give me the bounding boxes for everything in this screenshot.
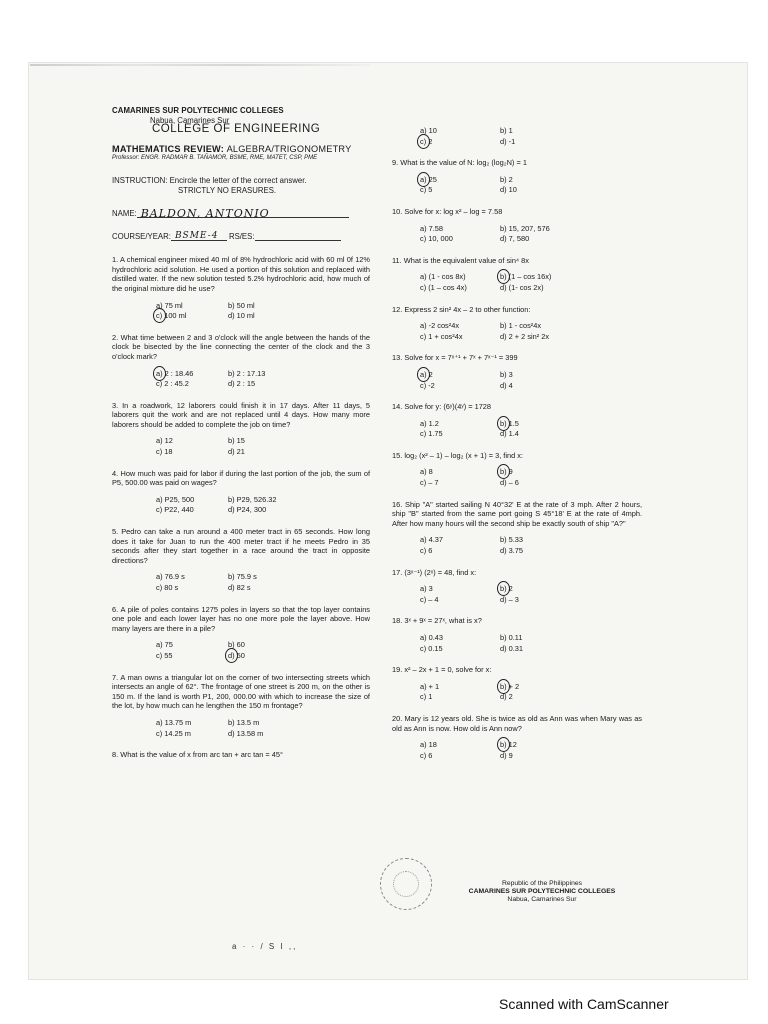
answer-option[interactable]: c) 5 xyxy=(420,185,433,195)
question-item xyxy=(112,401,370,457)
answer-options xyxy=(420,633,642,653)
answer-option[interactable]: a) 0.43 xyxy=(420,633,444,642)
answer-option[interactable]: a) 13.75 m xyxy=(156,717,192,727)
school-name: CAMARINES SUR POLYTECHNIC COLLEGES xyxy=(112,106,284,115)
answer-option[interactable]: c) 55 xyxy=(156,650,173,660)
answer-option[interactable]: d) 4 xyxy=(500,380,513,390)
answer-option[interactable]: c) 10, 000 xyxy=(420,234,453,244)
seal-text xyxy=(462,880,622,904)
answer-option[interactable]: c) 1 xyxy=(420,692,433,702)
answer-options xyxy=(420,467,642,487)
instruction: INSTRUCTION: Encircle the letter of the correct answer. xyxy=(112,175,307,185)
answer-option[interactable]: a) 75 ml xyxy=(156,300,183,310)
question-item xyxy=(392,158,642,195)
answer-option[interactable]: c) 1 + cos²4x xyxy=(420,331,463,341)
answer-option[interactable]: c) 80 s xyxy=(156,583,179,592)
circled-answer-option[interactable]: b) + 2 xyxy=(500,682,590,692)
circled-answer-option[interactable]: a) 2 xyxy=(420,370,500,380)
answer-option[interactable]: c) 0.15 xyxy=(420,643,443,653)
answer-options xyxy=(420,272,642,292)
name-handwriting: BALDON, ANTONIO xyxy=(140,206,270,220)
left-questions xyxy=(112,255,370,760)
question-text: 4. How much was paid for labor if during the last portion of the job, the sum of P5, 500.00 was paid on wages? xyxy=(112,468,370,488)
question-text: 17. (3ˣ⁻¹) (2ˣ) = 48, find x: xyxy=(392,567,477,577)
answer-option[interactable]: b) 1 xyxy=(500,126,513,135)
answer-option[interactable]: d) 2 : 15 xyxy=(228,379,256,389)
answer-option[interactable]: d) 7, 580 xyxy=(500,234,530,244)
college-seal-icon xyxy=(380,858,432,910)
question-text: 6. A pile of poles contains 1275 poles in layers so that the top layer contains one pole and each lower layer has no one more pole the layer above. How many layers are there in a pile? xyxy=(112,604,370,633)
question-text: 12. Express 2 sin² 4x – 2 to other function: xyxy=(392,304,531,314)
answer-options xyxy=(156,301,370,321)
answer-option[interactable]: d) 10 ml xyxy=(228,311,255,321)
circled-answer-option[interactable]: c) 100 ml xyxy=(156,311,228,321)
answer-option[interactable]: b) 13.5 m xyxy=(228,717,260,727)
circled-answer-option[interactable]: b) 12 xyxy=(500,740,590,750)
college-name: COLLEGE OF ENGINEERING xyxy=(152,123,321,136)
answer-option[interactable]: a) 18 xyxy=(420,740,437,750)
answer-options xyxy=(420,419,642,439)
answer-option[interactable]: a) 4.37 xyxy=(420,535,444,545)
professor-line: Professor: ENGR. RADMAR B. TAÑAMOR, BSME, RME, MATET, CSP, PME xyxy=(112,155,318,162)
question-text: 9. What is the value of N: log₂ (log₂N) = 1 xyxy=(392,158,527,168)
answer-options xyxy=(156,572,370,592)
question-item xyxy=(392,714,642,760)
question-item xyxy=(392,402,642,439)
answer-option[interactable]: d) 21 xyxy=(228,447,245,457)
answer-option[interactable]: b) 5.33 xyxy=(500,535,524,545)
question-item xyxy=(392,568,642,605)
question-item xyxy=(112,333,370,389)
answer-option[interactable]: d) – 6 xyxy=(500,478,519,488)
question-text: 3. In a roadwork, 12 laborers could finish it in 17 days. After 11 days, 5 laborers quit the work and are not replaced until 4 days. How many more laborers should be added to complete the job on time? xyxy=(112,400,370,429)
question-item xyxy=(392,305,642,342)
answer-option[interactable]: c) (1 – cos 4x) xyxy=(420,282,467,292)
course-label: COURSE/YEAR: xyxy=(112,231,171,241)
answer-option[interactable]: b) 50 ml xyxy=(228,300,255,310)
question-item xyxy=(112,673,370,739)
answer-option[interactable]: a) + 1 xyxy=(420,681,440,691)
answer-option[interactable]: b) 2 xyxy=(500,174,513,184)
answer-options xyxy=(420,584,642,604)
answer-option[interactable]: d) 82 s xyxy=(228,583,251,592)
seal-line-2: CAMARINES SUR POLYTECHNIC COLLEGES xyxy=(468,888,616,895)
question-item xyxy=(392,665,642,702)
left-column xyxy=(112,106,370,760)
question-text: 11. What is the equivalent value of sin⁴ 8x xyxy=(392,255,529,265)
answer-option[interactable]: b) 0.11 xyxy=(500,633,523,642)
question-item xyxy=(392,451,642,488)
seal-line-1: Republic of the Philippines xyxy=(501,880,583,887)
circled-answer-option[interactable]: b) 9 xyxy=(500,467,590,477)
question-text: 2. What time between 2 and 3 o'clock will the angle between the hands of the clock be bisected by the line connecting the center of the clock and the 3 o'clock mark? xyxy=(112,332,370,361)
question-item xyxy=(112,469,370,515)
answer-option[interactable]: b) 3 xyxy=(500,369,513,379)
question-item xyxy=(112,605,370,661)
answer-option[interactable]: d) 1.4 xyxy=(500,429,519,439)
question-item xyxy=(112,527,370,593)
question-item xyxy=(392,207,642,244)
answer-options xyxy=(420,224,642,244)
question-item xyxy=(392,256,642,293)
answer-option[interactable]: d) P24, 300 xyxy=(228,505,267,515)
answer-options xyxy=(420,535,642,555)
rs-label: RS/ES: xyxy=(228,231,255,241)
question-text: 1. A chemical engineer mixed 40 ml of 8% hydrochloric acid with 60 ml 0f 12% hydrochloric acid solution. He used a portion of this solution and replaced with distilled water. If the new solution tested 5.2% hydrochloric acid, how much of the original mixture did he use? xyxy=(112,255,370,293)
instruction-note: STRICTLY NO ERASURES. xyxy=(178,185,277,195)
answer-option[interactable]: c) 1.75 xyxy=(420,429,443,439)
circled-answer-option[interactable]: a) 25 xyxy=(420,175,500,185)
answer-option[interactable]: c) 14.25 m xyxy=(156,728,191,738)
answer-options xyxy=(420,126,642,146)
answer-option[interactable]: b) 2 : 17.13 xyxy=(228,368,266,378)
answer-option[interactable]: a) -2 cos²4x xyxy=(420,321,460,331)
answer-options xyxy=(420,175,642,195)
question-item xyxy=(392,500,642,556)
answer-options xyxy=(156,640,370,660)
answer-options xyxy=(156,436,370,456)
answer-option[interactable]: a) 3 xyxy=(420,584,433,594)
question-text: 18. 3ˣ + 9ˣ = 27ˣ, what is x? xyxy=(392,616,482,626)
answer-option[interactable]: a) (1 - cos 8x) xyxy=(420,272,466,282)
answer-option[interactable]: c) 18 xyxy=(156,447,173,457)
question-text: 20. Mary is 12 years old. She is twice as old as Ann was when Mary was as old as Ann is now. How old is Ann now? xyxy=(392,713,642,733)
question-text: 5. Pedro can take a run around a 400 meter tract in 65 seconds. How long does it take for Juan to run the 400 meter tract if he meets Pedro in 35 seconds after they start together in a race around the tract in opposite directions? xyxy=(112,527,370,565)
answer-option[interactable]: d) – 3 xyxy=(500,594,519,604)
answer-option[interactable]: c) 6 xyxy=(420,546,433,556)
right-questions xyxy=(392,126,642,760)
answer-options xyxy=(420,321,642,341)
answer-option[interactable]: a) 12 xyxy=(156,436,173,446)
circled-answer-option[interactable]: a) 2 : 18.46 xyxy=(156,369,228,379)
name-field xyxy=(112,207,370,218)
answer-option[interactable]: b) 15, 207, 576 xyxy=(500,223,550,233)
question-text: 8. What is the value of x from arc tan + arc tan = 45° xyxy=(112,750,283,760)
answer-option[interactable]: a) 76.9 s xyxy=(156,572,185,582)
question-item xyxy=(112,255,370,321)
answer-option[interactable]: c) 6 xyxy=(420,750,433,760)
answer-options xyxy=(420,682,642,702)
footer-marks: a · · / S I ,, xyxy=(232,942,298,951)
course-handwriting: BSME-4 xyxy=(174,230,219,241)
answer-option[interactable]: d) 2 + 2 sin² 2x xyxy=(500,331,550,341)
answer-option[interactable]: a) 7.58 xyxy=(420,223,444,233)
question-text: 15. log₂ (x² – 1) – log₂ (x + 1) = 3, find x: xyxy=(392,450,524,460)
question-text: 7. A man owns a triangular lot on the corner of two intersecting streets which intersects an angle of 62°. The frontage of one street is 200 m, on the other is 150 m. If the land is worth P1, 200, 000.00 with which to increase the size of the lot, by how much can he lengthen the 150 m frontage? xyxy=(112,672,370,711)
question-item xyxy=(112,750,370,760)
answer-options xyxy=(420,370,642,390)
answer-option[interactable]: b) 60 xyxy=(228,640,245,650)
answer-option[interactable]: c) – 4 xyxy=(420,594,439,604)
rs-line xyxy=(255,230,341,241)
answer-option[interactable]: a) 10 xyxy=(420,126,437,135)
answer-option[interactable]: d) 2 xyxy=(500,692,513,702)
question-text: 13. Solve for x = 7ˣ⁺¹ + 7ˣ + 7ˣ⁻¹ = 399 xyxy=(392,353,518,363)
answer-option[interactable]: b) 15 xyxy=(228,436,245,446)
answer-option[interactable]: d) 13.58 m xyxy=(228,728,264,738)
name-label: NAME: xyxy=(112,208,137,218)
answer-option[interactable]: d) 3.75 xyxy=(500,546,524,556)
question-text: 19. x² – 2x + 1 = 0, solve for x: xyxy=(392,665,492,675)
answer-option[interactable]: a) 75 xyxy=(156,640,173,650)
answer-options xyxy=(156,495,370,515)
circled-answer-option[interactable]: b) 2 xyxy=(500,584,590,594)
answer-options xyxy=(156,369,370,389)
answer-option[interactable]: a) P25, 500 xyxy=(156,494,195,504)
name-line xyxy=(137,207,349,218)
answer-option[interactable]: c) P22, 440 xyxy=(156,505,194,515)
question-text: 10. Solve for x: log x² – log = 7.58 xyxy=(392,206,503,216)
course-line xyxy=(171,230,227,241)
question-item xyxy=(392,353,642,390)
subject-prefix: MATHEMATICS REVIEW: xyxy=(112,143,225,154)
circled-answer-option[interactable]: c) 2 xyxy=(420,137,500,147)
answer-option[interactable]: b) 75.9 s xyxy=(228,572,257,582)
answer-option[interactable]: d) 10 xyxy=(500,185,517,195)
circled-answer-option[interactable]: b) 1.5 xyxy=(500,419,590,429)
subject-name: ALGEBRA/TRIGONOMETRY xyxy=(226,143,352,154)
answer-option[interactable]: d) -1 xyxy=(500,136,516,146)
answer-option[interactable]: d) 0.31 xyxy=(500,643,524,653)
answer-option[interactable]: c) – 7 xyxy=(420,478,439,488)
answer-option[interactable]: c) 2 : 45.2 xyxy=(156,379,189,389)
question-item xyxy=(392,616,642,653)
course-field xyxy=(112,230,370,241)
subject-title xyxy=(112,145,370,155)
answer-option[interactable]: b) 1 - cos²4x xyxy=(500,321,542,331)
right-column xyxy=(392,112,642,760)
circled-answer-option[interactable]: b) (1 – cos 16x) xyxy=(500,272,590,282)
circled-answer-option[interactable]: d) 50 xyxy=(228,651,308,661)
question-item xyxy=(392,126,642,146)
seal-line-3: Nabua, Camarines Sur xyxy=(507,896,577,903)
scan-artifact xyxy=(30,64,370,66)
answer-options xyxy=(156,718,370,738)
school-location: Nabua, Camarines Sur xyxy=(150,115,230,125)
answer-option[interactable]: d) (1- cos 2x) xyxy=(500,282,544,292)
answer-option[interactable]: d) 9 xyxy=(500,750,513,760)
question-text: 14. Solve for y: (6ʸ)(4ʸ) = 1728 xyxy=(392,402,492,412)
answer-option[interactable]: a) 8 xyxy=(420,467,433,477)
scanner-watermark: Scanned with CamScanner xyxy=(499,996,669,1012)
answer-option[interactable]: b) P29, 526.32 xyxy=(228,494,277,504)
answer-option[interactable]: c) -2 xyxy=(420,380,435,390)
answer-option[interactable]: a) 1.2 xyxy=(420,418,439,428)
answer-options xyxy=(420,740,642,760)
question-text: 16. Ship "A" started sailing N 40°32' E at the rate of 3 mph. After 2 hours, ship "B" started from the same port going S 45°18' E at the rate of 4mph. After how many hours will the second ship be exactly south of ship "A?" xyxy=(392,499,642,528)
